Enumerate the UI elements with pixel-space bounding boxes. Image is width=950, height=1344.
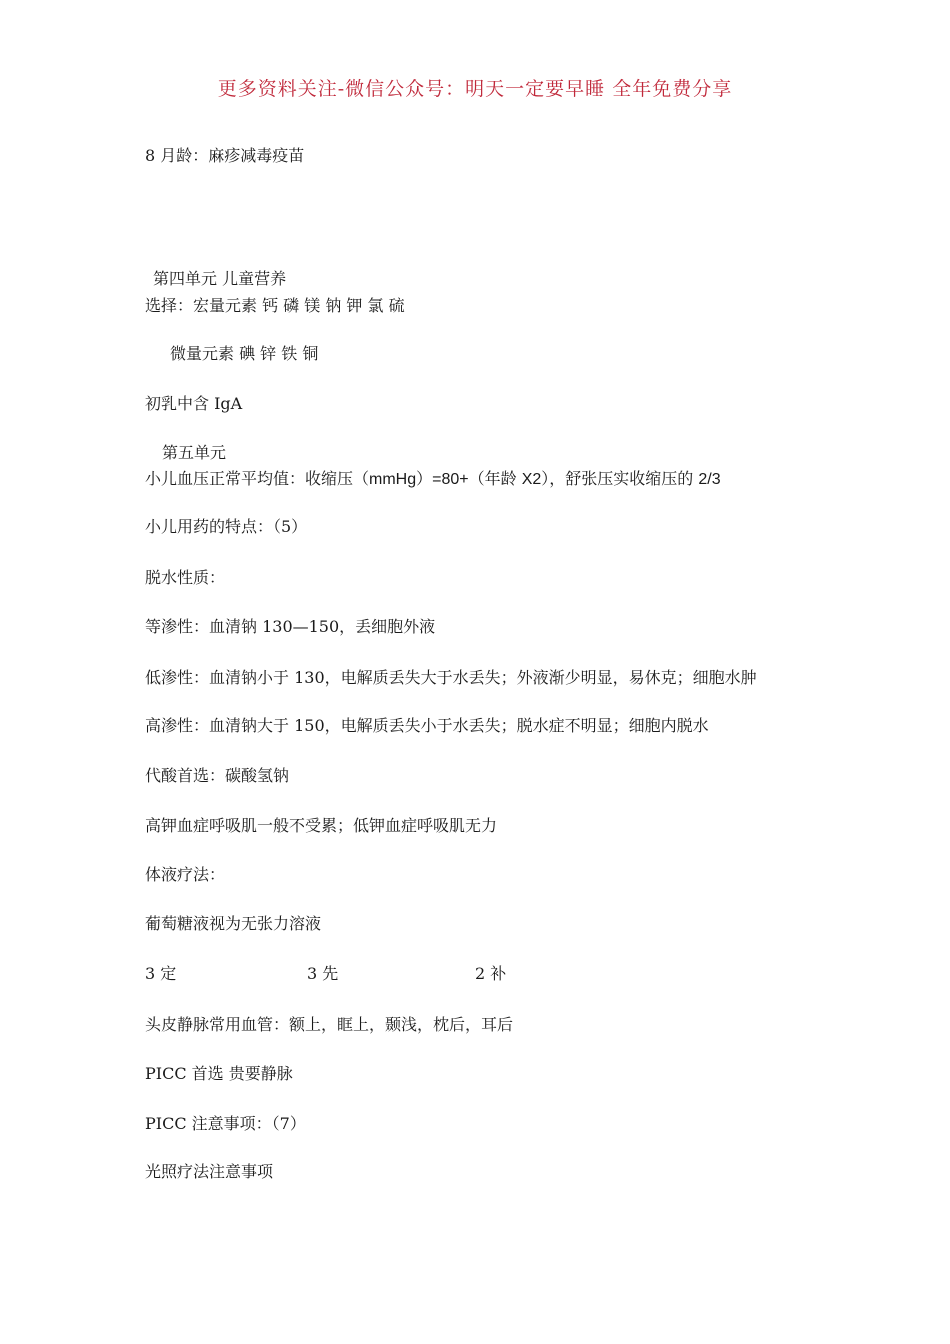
bp-formula: =80+ bbox=[432, 471, 469, 488]
bp-text-part: ），舒张压实收缩压的 bbox=[541, 469, 699, 488]
text-line-macro-elements: 选择：宏量元素 钙 磷 镁 钠 钾 氯 硫 bbox=[145, 296, 405, 315]
bp-ratio: 2/3 bbox=[698, 471, 721, 488]
text-line-scalp-veins: 头皮静脉常用血管：额上，眶上，颞浅，枕后，耳后 bbox=[145, 1015, 514, 1034]
text-line-phototherapy: 光照疗法注意事项 bbox=[145, 1162, 274, 1181]
text-line-trace-elements: 微量元素 碘 锌 铁 铜 bbox=[170, 344, 319, 363]
text-line-measles-vaccine: 8 月龄：麻疹减毒疫苗 bbox=[145, 146, 305, 165]
text-line-pediatric-medication: 小儿用药的特点：（5） bbox=[145, 517, 308, 536]
text-line-dehydration-types: 脱水性质： bbox=[145, 568, 226, 587]
principle-item: 3 先 bbox=[307, 964, 339, 983]
text-line-principles bbox=[145, 964, 565, 984]
text-line-isotonic: 等渗性：血清钠 130—150，丢细胞外液 bbox=[145, 617, 436, 636]
text-line-glucose: 葡萄糖液视为无张力溶液 bbox=[145, 914, 322, 933]
text-line-potassium: 高钾血症呼吸肌一般不受累；低钾血症呼吸肌无力 bbox=[145, 816, 498, 835]
text-line-hypertonic: 高渗性：血清钠大于 150，电解质丢失小于水丢失；脱水症不明显；细胞内脱水 bbox=[145, 716, 709, 735]
text-line-hypotonic: 低渗性：血清钠小于 130，电解质丢失大于水丢失；外液渐少明显，易休克；细胞水肿 bbox=[145, 668, 757, 687]
bp-multiplier: X2 bbox=[521, 471, 542, 488]
section-heading-unit4: 第四单元 儿童营养 bbox=[153, 269, 287, 288]
text-line-acidosis: 代酸首选：碳酸氢钠 bbox=[145, 766, 290, 785]
text-line-picc-notes: PICC 注意事项：（7） bbox=[145, 1114, 306, 1133]
principle-item: 3 定 bbox=[145, 964, 177, 983]
principle-item: 2 补 bbox=[475, 964, 507, 983]
page-header-banner: 更多资料关注-微信公众号：明天一定要早睡 全年免费分享 bbox=[217, 78, 733, 100]
bp-text-part: 小儿血压正常平均值：收缩压（ bbox=[145, 469, 370, 488]
text-line-blood-pressure bbox=[145, 469, 721, 490]
text-line-colostrum: 初乳中含 IgA bbox=[145, 394, 243, 413]
bp-unit: mmHg bbox=[369, 471, 417, 488]
section-heading-unit5: 第五单元 bbox=[162, 443, 227, 462]
bp-text-part: ） bbox=[416, 469, 433, 488]
text-line-picc-vein: PICC 首选 贵要静脉 bbox=[145, 1064, 293, 1083]
text-line-fluid-therapy: 体液疗法： bbox=[145, 865, 226, 884]
bp-text-part: （年龄 bbox=[468, 469, 522, 488]
